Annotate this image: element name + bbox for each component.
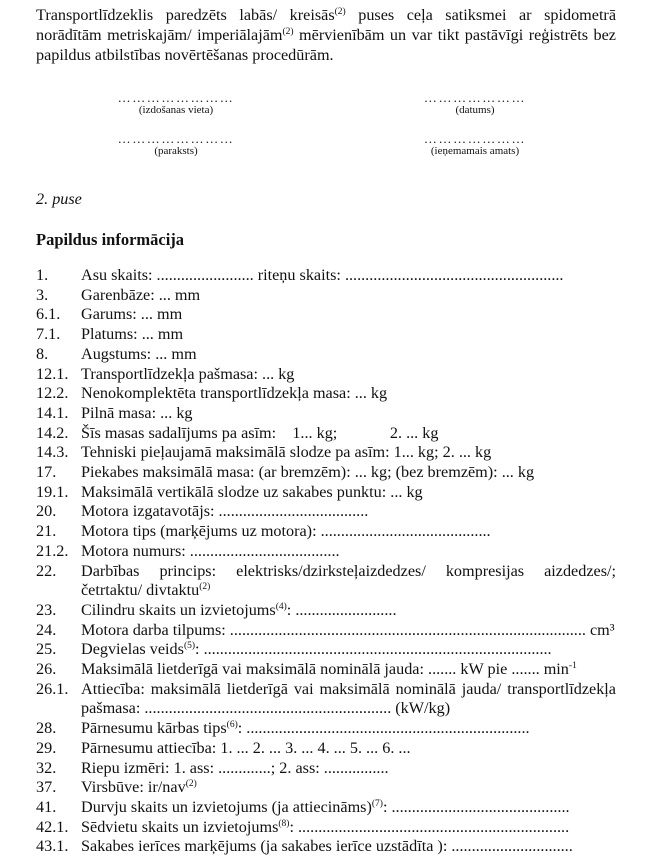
list-item — [36, 384, 616, 404]
item-text: Pilnā masa: ... kg — [81, 403, 193, 422]
item-number: 14.2. — [36, 423, 69, 442]
footnote-ref: (4) — [275, 601, 287, 612]
list-item — [36, 660, 616, 680]
item-text: Motora izgatavotājs: ..................................... — [81, 502, 369, 521]
item-text — [81, 778, 616, 798]
list-item — [36, 759, 616, 779]
item-text: Piekabes maksimālā masa: (ar bremzēm): ... kg; (bez bremzēm): ... kg — [81, 463, 535, 482]
list-item — [36, 798, 616, 818]
footnote-ref: (2) — [185, 779, 197, 790]
item-text-main: Virsbūve: ir/nav — [81, 778, 186, 797]
item-number: 26. — [36, 660, 57, 679]
item-text: Garenbāze: ... mm — [81, 285, 201, 304]
date-label: (datums) — [455, 104, 495, 116]
item-text: Maksimālā vertikālā slodze uz sakabes punktu: ... kg — [81, 482, 423, 501]
list-item — [36, 837, 616, 857]
signature-block-place — [96, 92, 256, 116]
list-item — [36, 562, 616, 601]
list-item — [36, 325, 616, 345]
item-text: Transportlīdzekļa pašmasa: ... kg — [81, 364, 295, 383]
item-text-main: Pārnesumu kārbas tips — [81, 719, 227, 738]
blank-line: …………………… — [117, 90, 235, 105]
item-text-main: Durvju skaits un izvietojums (ja attiecināms) — [81, 797, 372, 816]
item-text-main: Sēdvietu skaits un izvietojums — [81, 817, 279, 836]
footnote-ref: (2) — [334, 7, 346, 17]
item-number: 12.2. — [36, 384, 69, 403]
item-text — [81, 640, 616, 660]
side-label: 2. puse — [36, 190, 82, 208]
item-number: 43.1. — [36, 837, 69, 856]
item-text: Nenokomplektēta transportlīdzekļa masa: ... kg — [81, 384, 388, 403]
item-text: Tehniski pieļaujamā maksimālā slodze pa asīm: 1... kg; 2. ... kg — [81, 443, 492, 462]
item-number: 23. — [36, 600, 57, 619]
item-number: 14.1. — [36, 403, 69, 422]
intro-text: mērvienībām un var tikt pastāvīgi reģistrēts bez papildus atbilstības novērtēšanas procedūrām. — [36, 26, 616, 64]
list-item — [36, 640, 616, 660]
signature-block-signature — [96, 133, 256, 157]
item-number: 41. — [36, 797, 57, 816]
item-text — [81, 562, 616, 601]
signature-block-date — [400, 92, 550, 116]
section-heading: Papildus informācija — [36, 230, 185, 249]
signature-label: (paraksts) — [154, 145, 198, 157]
position-label: (ieņemamais amats) — [430, 145, 520, 157]
item-text: Augstums: ... mm — [81, 344, 197, 363]
intro-paragraph — [36, 5, 616, 65]
list-item — [36, 719, 616, 739]
item-text — [81, 660, 616, 680]
item-text: Riepu izmēri: 1. ass: .............; 2. ass: ................ — [81, 758, 389, 777]
list-item — [36, 424, 616, 444]
list-item — [36, 345, 616, 365]
item-number: 21.2. — [36, 541, 69, 560]
item-number: 26.1. — [36, 679, 69, 698]
item-text-main: Darbības princips: elektrisks/dzirksteļaizdedzes/ kompresijas aizdedzes/; četrtaktu/ divtaktu — [81, 561, 616, 600]
item-text-fill: : ............................................ — [382, 797, 570, 816]
item-number: 3. — [36, 285, 49, 304]
item-number: 7.1. — [36, 325, 61, 344]
list-item — [36, 542, 616, 562]
list-item — [36, 739, 616, 759]
list-item — [36, 483, 616, 503]
list-item — [36, 818, 616, 838]
unit-exponent: -1 — [568, 661, 577, 672]
item-text: Motora darba tilpums: ........................................................................................ cm³ — [81, 620, 615, 639]
item-number: 29. — [36, 738, 57, 757]
item-text: Garums: ... mm — [81, 305, 183, 324]
item-text-main: Degvielas veids — [81, 640, 184, 659]
list-item — [36, 621, 616, 641]
item-number: 21. — [36, 522, 57, 541]
item-text — [81, 719, 616, 739]
item-number: 37. — [36, 778, 57, 797]
signature-block-position — [400, 133, 550, 157]
blank-line: ………………… — [423, 90, 527, 105]
list-item — [36, 522, 616, 542]
blank-line: …………………… — [117, 131, 235, 146]
item-text: Pārnesumu attiecība: 1. ... 2. ... 3. ... 4. ... 5. ... 6. ... — [81, 738, 411, 757]
item-number: 8. — [36, 344, 49, 363]
item-text — [81, 818, 616, 838]
item-text: Šīs masas sadalījums pa asīm: 1... kg; 2. ... kg — [81, 423, 439, 442]
item-number: 22. — [36, 561, 57, 580]
footnote-ref: (7) — [371, 798, 383, 809]
info-list — [36, 266, 616, 857]
footnote-ref: (2) — [282, 27, 294, 37]
item-number: 19.1. — [36, 482, 69, 501]
footnote-ref: (6) — [226, 720, 238, 731]
item-number: 20. — [36, 502, 57, 521]
list-item — [36, 463, 616, 483]
item-text-fill: : ................................................................... — [289, 817, 570, 836]
item-number: 32. — [36, 758, 57, 777]
list-item — [36, 680, 616, 719]
item-number: 42.1. — [36, 817, 69, 836]
item-text-fill: : ......................... — [286, 600, 397, 619]
item-number: 28. — [36, 719, 57, 738]
list-item — [36, 502, 616, 522]
list-item — [36, 305, 616, 325]
item-number: 1. — [36, 266, 49, 284]
footnote-ref: (5) — [183, 641, 196, 652]
item-text-main: Cilindru skaits un izvietojums — [81, 600, 276, 619]
place-label: (izdošanas vieta) — [138, 104, 214, 116]
footnote-ref: (2) — [199, 582, 211, 593]
list-item — [36, 778, 616, 798]
footnote-ref: (8) — [278, 818, 290, 829]
item-text: Platums: ... mm — [81, 325, 184, 344]
item-number: 25. — [36, 640, 57, 659]
intro-text: puses ceļa satiksmei ar spidometrā norādītām metriskajām/ imperiālajām — [36, 6, 617, 44]
list-item — [36, 286, 616, 306]
item-number: 12.1. — [36, 364, 69, 383]
item-text: Motora tips (marķējums uz motora): .......................................... — [81, 522, 491, 541]
item-text-fill: : ...................................................................................... — [195, 640, 552, 659]
list-item — [36, 443, 616, 463]
list-item — [36, 601, 616, 621]
item-number: 17. — [36, 463, 57, 482]
item-text — [81, 601, 616, 621]
list-item — [36, 404, 616, 424]
blank-line: ………………… — [423, 131, 527, 146]
intro-text: Transportlīdzeklis paredzēts labās/ kreisās — [36, 6, 335, 24]
list-item — [36, 365, 616, 385]
item-text-main: Maksimālā lietderīgā vai maksimālā nominālā jauda: ....... kW pie ....... min — [81, 660, 569, 679]
item-number: 6.1. — [36, 305, 61, 324]
item-number: 14.3. — [36, 443, 69, 462]
item-text: Sakabes ierīces marķējums (ja sakabes ierīce uzstādīta ): .............................. — [81, 837, 573, 856]
item-number: 24. — [36, 620, 57, 639]
item-text — [81, 798, 616, 818]
item-text: Asu skaits: ........................ riteņu skaits: ...................................................... — [81, 266, 564, 284]
list-item — [36, 266, 616, 286]
item-text: Attiecība: maksimālā lietderīgā vai maksimālā nominālā jauda/ transportlīdzekļa pašmasa: ............................................................. (kW/kg) — [81, 679, 616, 718]
item-text: Motora numurs: ..................................... — [81, 541, 340, 560]
item-text-fill: : ...................................................................... — [237, 719, 530, 738]
